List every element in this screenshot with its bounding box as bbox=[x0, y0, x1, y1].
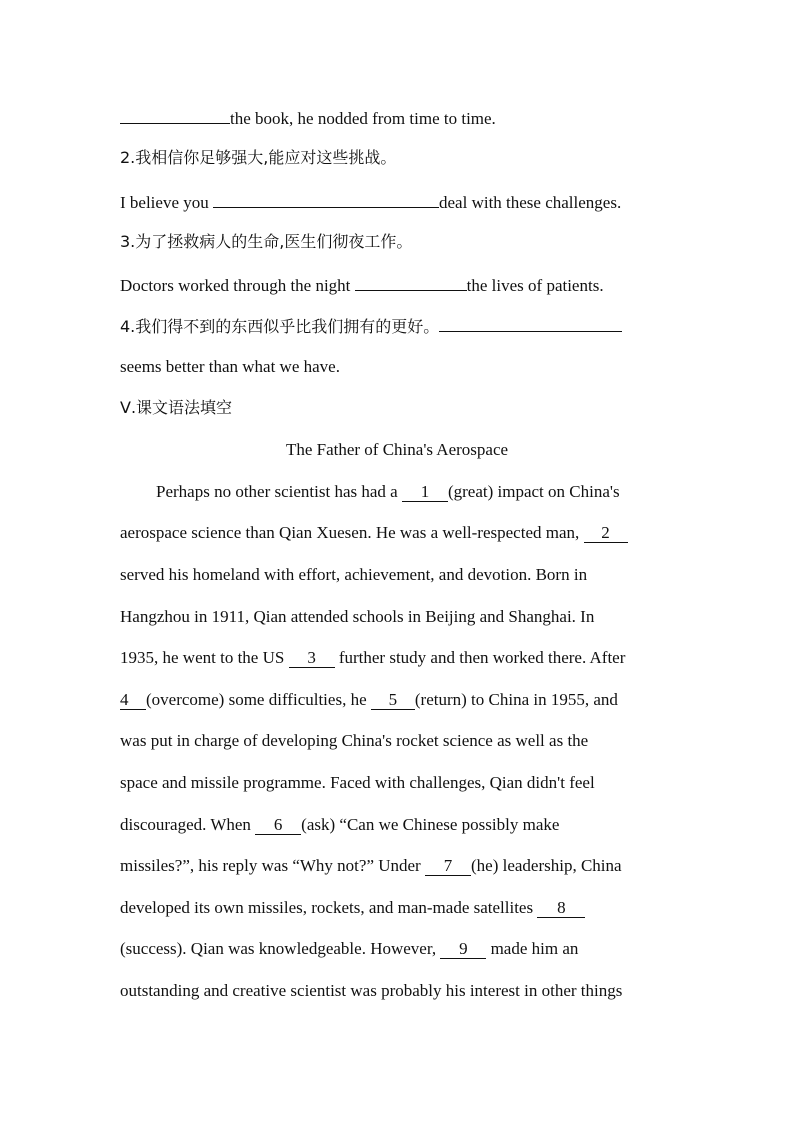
passage-line bbox=[120, 856, 622, 876]
q3-en-pre: Doctors worked through the night bbox=[120, 276, 355, 295]
q3-chinese: 3.为了拯救病人的生命,医生们彻夜工作。 bbox=[120, 232, 413, 251]
answer-blank-3[interactable]: 3 bbox=[289, 649, 335, 668]
q2-en-pre: I believe you bbox=[120, 193, 213, 212]
passage-line bbox=[120, 939, 578, 959]
passage-text: missiles?”, his reply was “Why not?” Under bbox=[120, 856, 425, 875]
answer-blank-7[interactable]: 7 bbox=[425, 857, 471, 876]
passage-text: 1935, he went to the US bbox=[120, 648, 289, 667]
passage-text: further study and then worked there. After bbox=[334, 648, 626, 667]
passage-line bbox=[120, 648, 625, 668]
answer-blank[interactable] bbox=[355, 274, 467, 291]
passage-text: (return) to China in 1955, and bbox=[414, 690, 618, 709]
passage-line bbox=[120, 690, 618, 710]
answer-blank-9[interactable]: 9 bbox=[440, 940, 486, 959]
q4-chinese: 4.我们得不到的东西似乎比我们拥有的更好。 bbox=[120, 317, 440, 336]
passage-line bbox=[156, 482, 620, 502]
section-heading: Ⅴ.课文语法填空 bbox=[120, 398, 233, 417]
answer-blank-6[interactable]: 6 bbox=[255, 816, 301, 835]
answer-blank-4[interactable]: 4 bbox=[120, 691, 146, 710]
q4-english: seems better than what we have. bbox=[120, 357, 340, 376]
passage-text: discouraged. When bbox=[120, 815, 256, 834]
passage-text: developed its own missiles, rockets, and man-made satellites bbox=[120, 898, 538, 917]
passage-text: (he) leadership, China bbox=[470, 856, 622, 875]
answer-blank-5[interactable]: 5 bbox=[371, 691, 415, 710]
passage-text: (ask) “Can we Chinese possibly make bbox=[301, 815, 560, 834]
passage-title: The Father of China's Aerospace bbox=[285, 440, 509, 459]
passage-line: served his homeland with effort, achievement, and devotion. Born in bbox=[120, 565, 588, 584]
answer-blank-2[interactable]: 2 bbox=[584, 524, 628, 543]
passage-text: (great) impact on China's bbox=[447, 482, 620, 501]
answer-blank-8[interactable]: 8 bbox=[537, 899, 585, 918]
answer-blank[interactable] bbox=[213, 191, 439, 208]
passage-line: outstanding and creative scientist was probably his interest in other things bbox=[120, 981, 623, 1000]
passage-line bbox=[120, 523, 628, 543]
q2-en-post: deal with these challenges. bbox=[439, 193, 622, 212]
passage-text: aerospace science than Qian Xuesen. He was a well-respected man, bbox=[120, 523, 584, 542]
passage-text: (success). Qian was knowledgeable. However, bbox=[120, 939, 441, 958]
passage-line: Hangzhou in 1911, Qian attended schools in Beijing and Shanghai. In bbox=[120, 607, 595, 626]
q2-english-line bbox=[120, 191, 621, 213]
q3-english-line bbox=[120, 274, 604, 296]
q1-line bbox=[120, 107, 496, 129]
passage-text: Perhaps no other scientist has had a bbox=[156, 482, 402, 501]
answer-blank[interactable] bbox=[439, 315, 622, 332]
passage-line bbox=[120, 815, 559, 835]
passage-line bbox=[120, 898, 585, 918]
q4-line bbox=[120, 315, 622, 337]
passage-line: space and missile programme. Faced with challenges, Qian didn't feel bbox=[120, 773, 595, 792]
passage-line: was put in charge of developing China's rocket science as well as the bbox=[120, 731, 589, 750]
q1-tail-text: the book, he nodded from time to time. bbox=[230, 109, 496, 128]
q3-en-post: the lives of patients. bbox=[466, 276, 604, 295]
answer-blank[interactable] bbox=[120, 107, 230, 124]
answer-blank-1[interactable]: 1 bbox=[402, 483, 448, 502]
passage-text: made him an bbox=[486, 939, 579, 958]
q2-chinese: 2.我相信你足够强大,能应对这些挑战。 bbox=[120, 148, 397, 167]
passage-text: (overcome) some difficulties, he bbox=[146, 690, 371, 709]
